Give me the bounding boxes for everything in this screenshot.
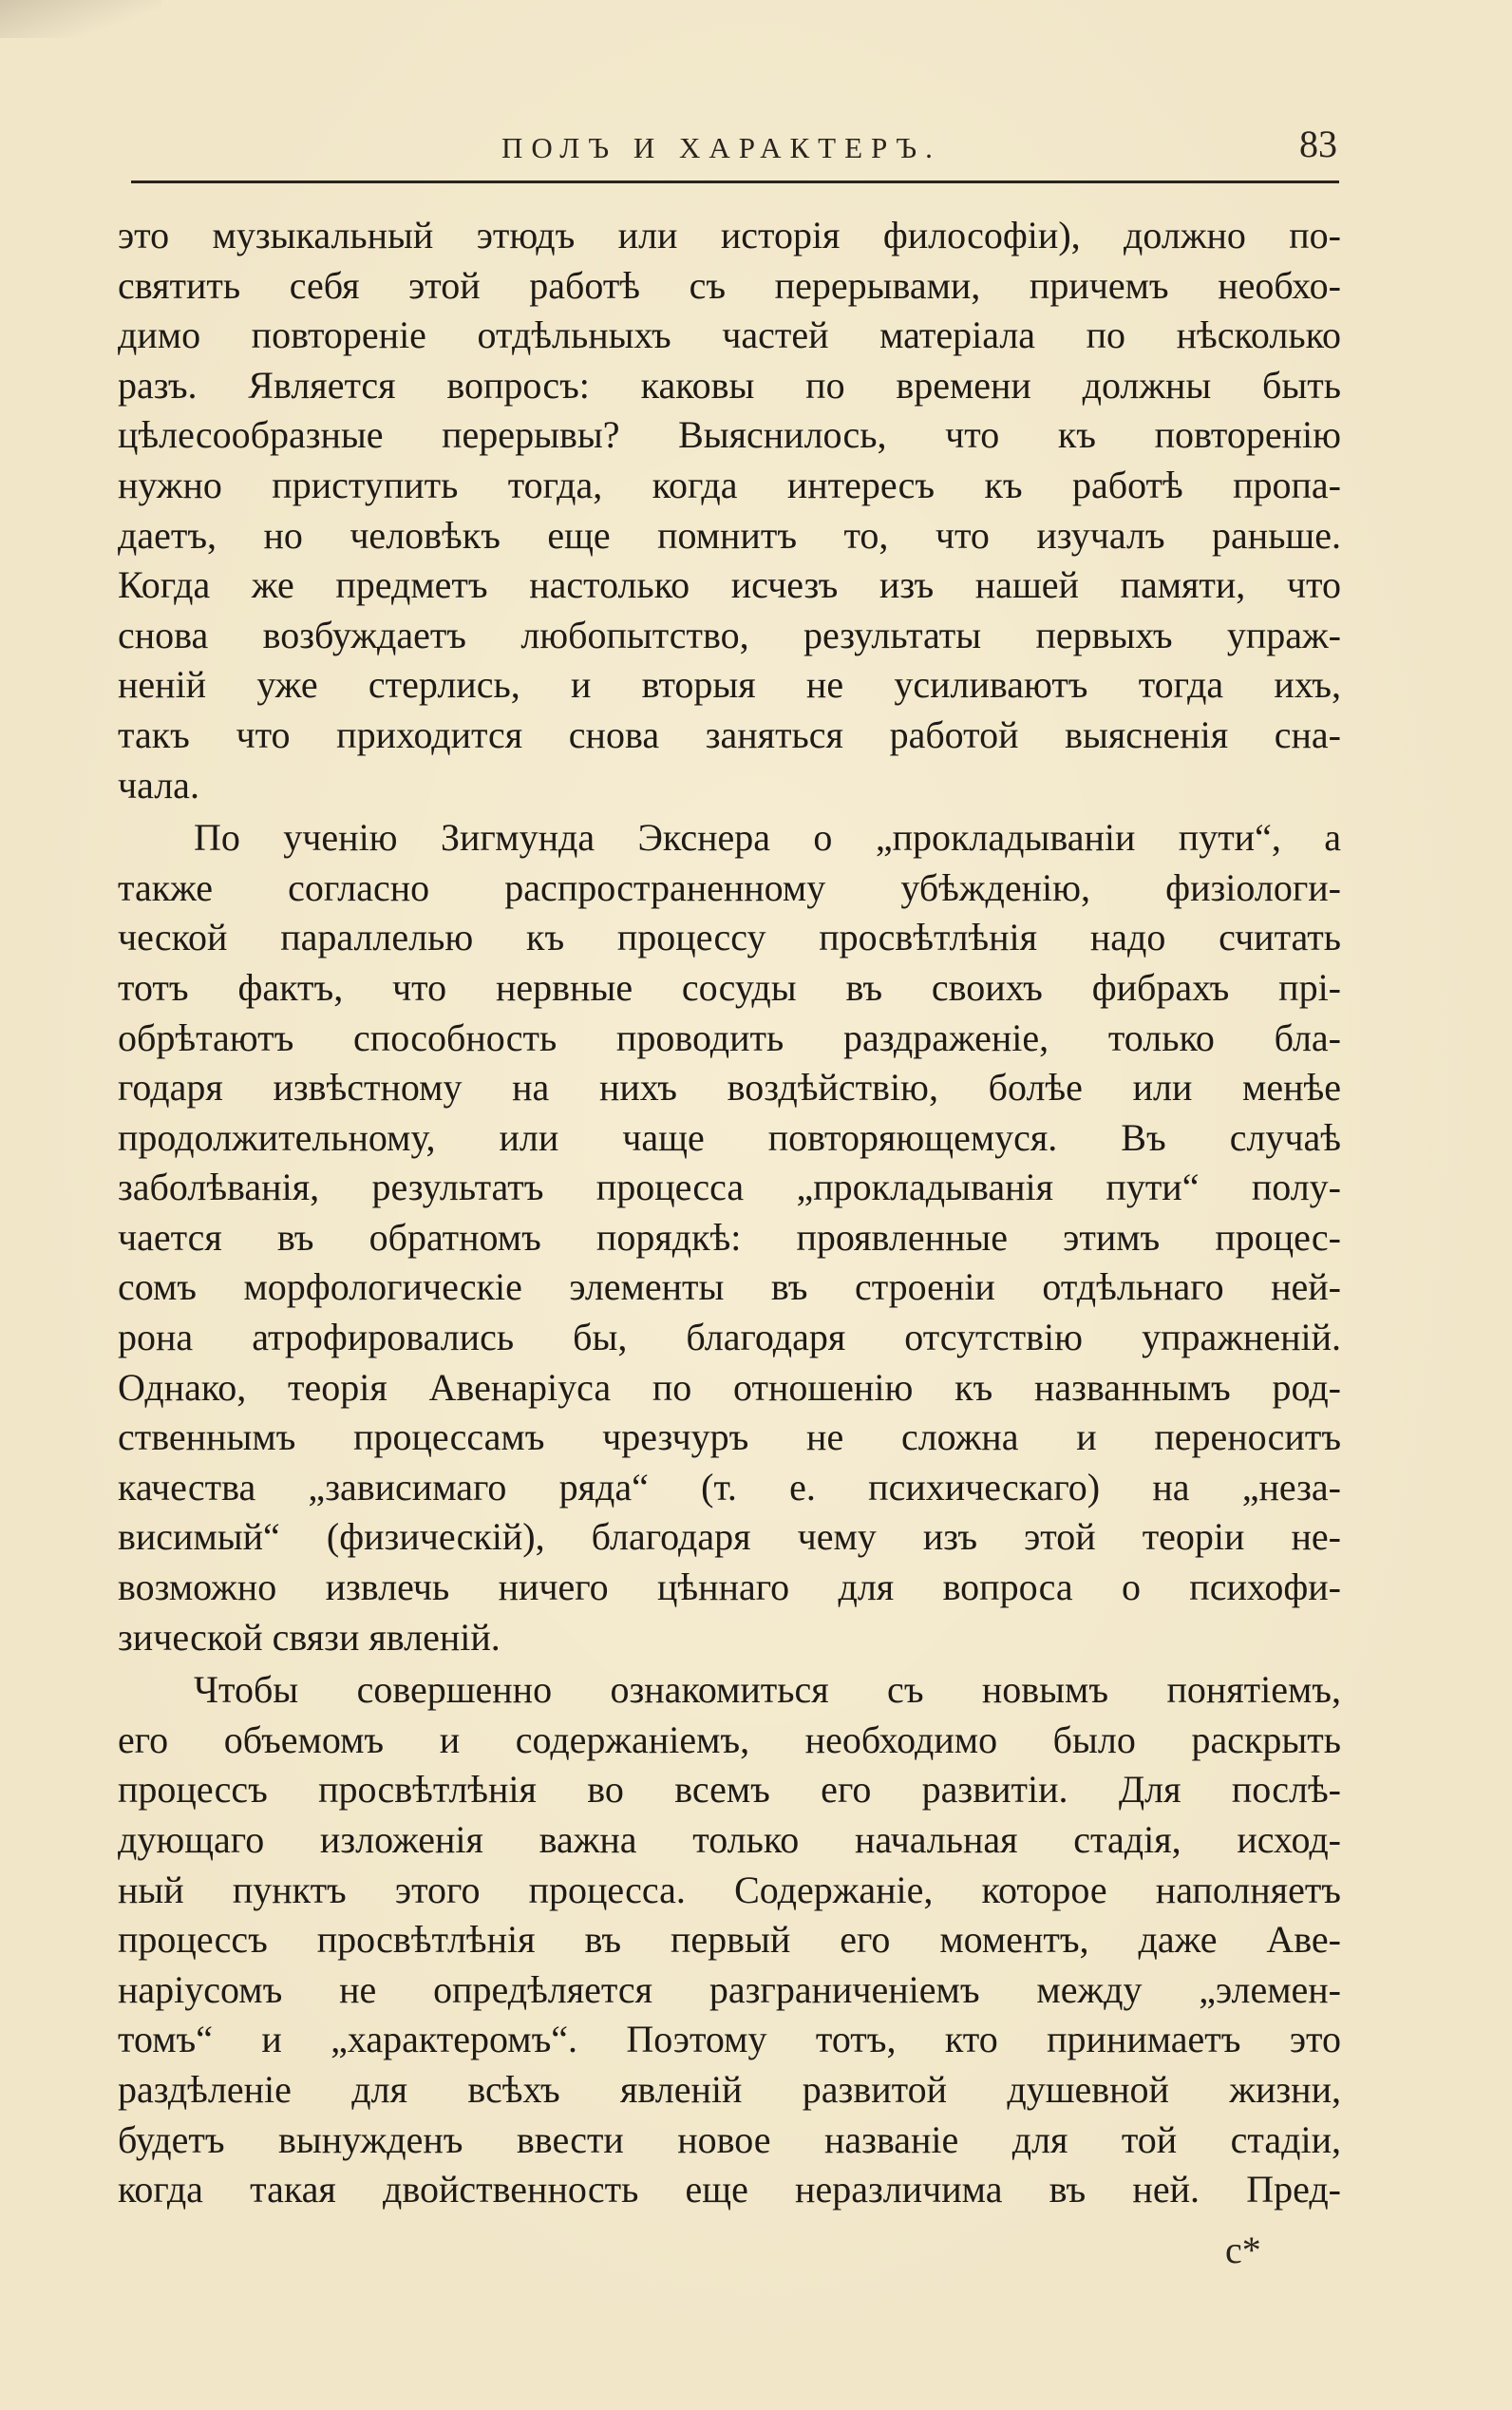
text-line: дующаго изложенія важна только начальная стадія, исход- <box>118 1818 1341 1861</box>
page-number: 83 <box>1299 123 1337 165</box>
text-line: будетъ вынужденъ ввести новое названіе для той стадіи, <box>118 2117 1341 2161</box>
text-line: продолжительному, или чаще повторяющемуся. Въ случаѣ <box>118 1115 1341 1159</box>
paragraph-1 <box>118 211 1341 810</box>
text-line: разъ. Является вопросъ: каковы по времени должны быть <box>118 363 1341 407</box>
text-line: процессъ просвѣтлѣнія во всемъ его развитіи. Для послѣ- <box>118 1768 1341 1812</box>
text-line: святить себя этой работѣ съ перерывами, причемъ необхо- <box>118 263 1341 307</box>
running-head <box>131 114 1337 171</box>
text-line: чала. <box>118 763 199 806</box>
text-line: ственнымъ процессамъ чрезчуръ не сложна и переноситъ <box>118 1415 1341 1459</box>
text-line: димо повтореніе отдѣльныхъ частей матеріала по нѣсколько <box>118 313 1341 357</box>
text-line: Чтобы совершенно ознакомиться съ новымъ понятіемъ, <box>194 1668 1341 1712</box>
text-line: рона атрофировались бы, благодаря отсутствію упражненій. <box>118 1316 1341 1359</box>
text-line: сомъ морфологическіе элементы въ строеніи отдѣльнаго ней- <box>118 1265 1341 1309</box>
text-line: заболѣванія, результатъ процесса „прокладыванія пути“ полу- <box>118 1166 1341 1209</box>
text-line: ческой параллелью къ процессу просвѣтлѣнія надо считать <box>118 916 1341 959</box>
body-text <box>118 211 1341 2218</box>
text-line: такъ что приходится снова заняться работой выясненія сна- <box>118 712 1341 756</box>
printer-signature-mark: c* <box>1225 2229 1261 2271</box>
text-line: процессъ просвѣтлѣнія въ первый его моментъ, даже Аве- <box>118 1918 1341 1962</box>
text-line: тотъ фактъ, что нервные сосуды въ своихъ фибрахъ прі- <box>118 965 1341 1009</box>
text-line: когда такая двойственность еще неразличима въ ней. Пред- <box>118 2168 1341 2211</box>
text-line: его объемомъ и содержаніемъ, необходимо было раскрыть <box>118 1717 1341 1761</box>
text-line: наріусомъ не опредѣляется разграниченіемъ между „элемен- <box>118 1967 1341 2011</box>
text-line: висимый“ (физическій), благодаря чему изъ этой теоріи не- <box>118 1515 1341 1559</box>
text-line: Однако, теорія Авенаріуса по отношенію къ названнымъ род- <box>118 1365 1341 1409</box>
text-line: томъ“ и „характеромъ“. Поэтому тотъ, кто принимаетъ это <box>118 2018 1341 2061</box>
text-line: цѣлесообразные перерывы? Выяснилось, что къ повторенію <box>118 413 1341 457</box>
text-line: это музыкальный этюдъ или исторія философіи), должно по- <box>118 214 1341 256</box>
text-line: годаря извѣстному на нихъ воздѣйствію, болѣе или менѣе <box>118 1066 1341 1110</box>
text-line: даетъ, но человѣкъ еще помнитъ то, что изучалъ раньше. <box>118 513 1341 557</box>
text-line: снова возбуждаетъ любопытство, результаты первыхъ упраж- <box>118 613 1341 656</box>
text-line: также согласно распространенному убѣжденію, физіологи- <box>118 865 1341 909</box>
text-line: По ученію Зигмунда Экснера о „прокладываніи пути“, а <box>194 816 1341 860</box>
paragraph-2 <box>118 813 1341 1662</box>
header-rule <box>131 180 1339 183</box>
paragraph-3 <box>118 1665 1341 2215</box>
text-line: зической связи явленій. <box>118 1615 501 1659</box>
text-line: обрѣтаютъ способность проводить раздраженіе, только бла- <box>118 1015 1341 1059</box>
text-line: качества „зависимаго ряда“ (т. е. психическаго) на „неза- <box>118 1465 1341 1509</box>
page-corner-smudge <box>0 0 161 38</box>
running-head-title: ПОЛЪ И ХАРАКТЕРЪ. <box>501 131 941 164</box>
text-line: ный пунктъ этого процесса. Содержаніе, которое наполняетъ <box>118 1868 1341 1911</box>
text-line: нужно приступить тогда, когда интересъ къ работѣ пропа- <box>118 463 1341 506</box>
text-line: раздѣленіе для всѣхъ явленій развитой душевной жизни, <box>118 2067 1341 2111</box>
text-line: возможно извлечь ничего цѣннаго для вопроса о психофи- <box>118 1566 1341 1609</box>
text-line: неній уже стерлись, и вторыя не усиливаютъ тогда ихъ, <box>118 663 1341 707</box>
text-line: чается въ обратномъ порядкѣ: проявленные этимъ процес- <box>118 1215 1341 1259</box>
text-line: Когда же предметъ настолько исчезъ изъ нашей памяти, что <box>118 563 1341 607</box>
